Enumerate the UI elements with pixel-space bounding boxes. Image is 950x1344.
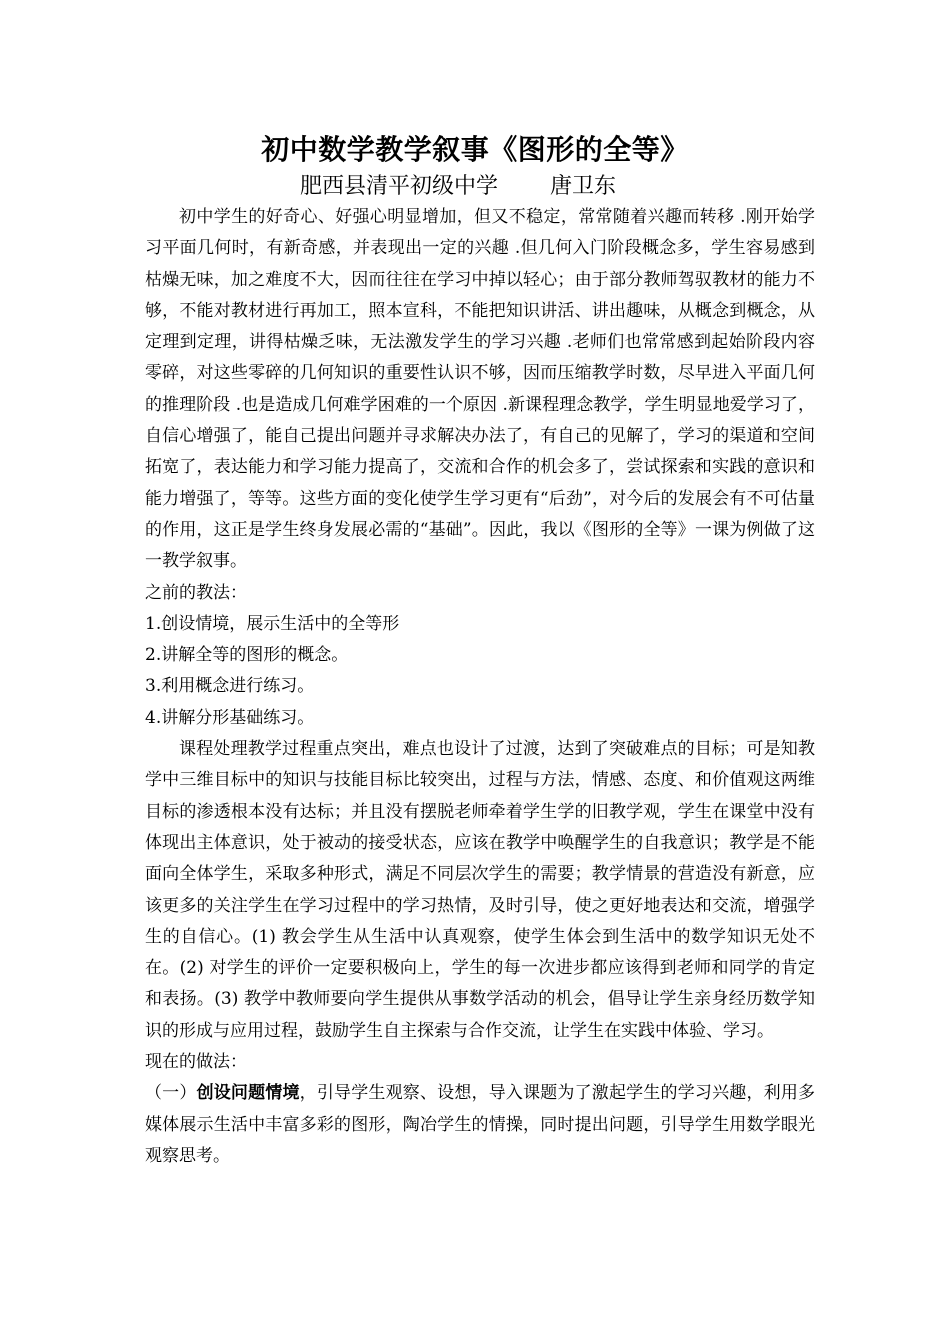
author-name: 唐卫东 bbox=[550, 174, 617, 199]
before-item-4: 4.讲解分形基础练习。 bbox=[145, 707, 315, 728]
before-item-2: 2.讲解全等的图形的概念。 bbox=[145, 645, 349, 666]
document-title: 初中数学教学叙事《图形的全等》 bbox=[261, 133, 689, 166]
document-body bbox=[145, 202, 815, 1172]
analysis-paragraph: 课程处理教学过程重点突出，难点也设计了过渡，达到了突破难点的目标；可是知教学中三维目标中的知识与技能目标比较突出，过程与方法，情感、态度、和价值观这两维目标的渗透根本没有达标；并且没有摆脱老师牵着学生学的旧教学观，学生在课堂中没有体现出主体意识，处于被动的接受状态，应该在教学中唤醒学生的自我意识；教学是不能面向全体学生，采取多种形式，满足不同层次学生的需要；教学情景的营造没有新意，应该更多的关注学生在学习过程中的学习热情，及时引导，使之更好地表达和交流，增强学生的自信心。(1) 教会学生从生活中认真观察，使学生体会到生活中的数学知识无处不在。(2) 对学生的评价一定要积极向上，学生的每一次进步都应该得到老师和同学的肯定和表扬。(3) 教学中教师要向学生提供从事数学活动的机会，倡导让学生亲身经历数学知识的形成与应用过程，鼓励学生自主探索与合作交流，让学生在实践中体验、学习。 bbox=[145, 739, 815, 1041]
before-heading: 之前的教法： bbox=[145, 582, 247, 603]
before-item-3: 3.利用概念进行练习。 bbox=[145, 676, 315, 697]
step-1-prefix: （一） bbox=[145, 1083, 197, 1104]
before-item-1: 1.创设情境，展示生活中的全等形 bbox=[145, 613, 400, 634]
step-1-paragraph bbox=[145, 1078, 815, 1172]
now-heading: 现在的做法： bbox=[145, 1052, 247, 1073]
step-1-bold-heading: 创设问题情境 bbox=[196, 1083, 300, 1104]
intro-paragraph: 初中学生的好奇心、好强心明显增加，但又不稳定，常常随着兴趣而转移 .刚开始学习平面几何时，有新奇感，并表现出一定的兴趣 .但几何入门阶段概念多，学生容易感到枯燥无味，加之难度不大，因而往往在学习中掉以轻心；由于部分教师驾驭教材的能力不够，不能对教材进行再加工，照本宣科，不能把知识讲活、讲出趣味，从概念到概念，从定理到定理，讲得枯燥乏味，无法激发学生的学习兴趣 .老师们也常常感到起始阶段内容零碎，对这些零碎的几何知识的重要性认识不够，因而压缩教学时数，尽早进入平面几何的推理阶段 .也是造成几何难学困难的一个原因 .新课程理念教学，学生明显地爱学习了，自信心增强了，能自己提出问题并寻求解决办法了，有自己的见解了，学习的渠道和空间拓宽了，表达能力和学习能力提高了，交流和合作的机会多了，尝试探索和实践的意识和能力增强了，等等。这些方面的变化使学生学习更有“后劲”，对今后的发展会有不可估量的作用，这正是学生终身发展必需的“基础”。因此，我以《图形的全等》一课为例做了这一教学叙事。 bbox=[145, 207, 815, 572]
step-1-text: ，引导学生观察、设想，导入课题为了激起学生的学习兴趣，利用多媒体展示生活中丰富多彩的图形，陶冶学生的情操，同时提出问题，引导学生用数学眼光观察思考。 bbox=[145, 1083, 816, 1166]
school-name: 肥西县清平初级中学 bbox=[300, 174, 499, 199]
byline bbox=[300, 172, 700, 202]
